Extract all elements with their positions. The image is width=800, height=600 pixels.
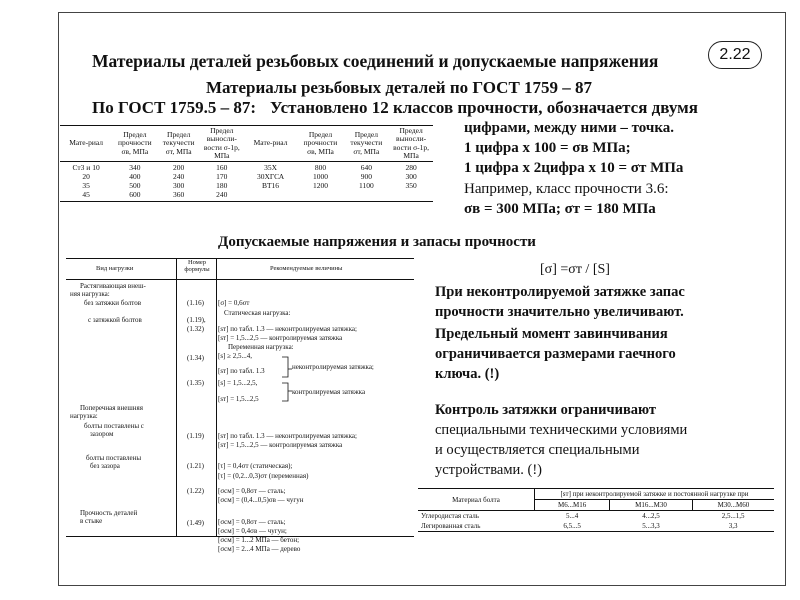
table-cell xyxy=(244,191,298,202)
load-text: нагрузка: xyxy=(70,412,98,420)
header-formula-number: Номер формулы xyxy=(184,259,210,274)
header-bolt-material: Материал болта xyxy=(418,489,535,511)
table-cell xyxy=(297,191,343,202)
load-text: в стыке xyxy=(80,517,103,525)
column-divider xyxy=(176,258,177,536)
recommended-value: [sт] = 1,5...2,5 xyxy=(218,395,259,403)
table-cell: 900 xyxy=(360,171,372,181)
table-cell: 350 xyxy=(405,180,417,190)
table-cell xyxy=(389,191,433,202)
table-cell: 3,3 xyxy=(692,521,774,532)
subtitle-gost-1759: Материалы резьбовых деталей по ГОСТ 1759 – 87 xyxy=(206,78,593,97)
materials-table-header xyxy=(60,126,433,162)
recommended-value: неконтролируемая затяжка; xyxy=(292,363,374,371)
note-line: и осуществляется специальными xyxy=(435,442,640,458)
recommended-value: [s] = 1,5...2,5, xyxy=(218,379,258,387)
table-cell: 240 xyxy=(200,191,244,202)
load-text: болты поставлены xyxy=(86,454,142,462)
table-cell: 500 xyxy=(129,180,141,190)
recommended-value: Переменная нагрузка: xyxy=(228,343,294,351)
section-allowable-stresses: Допускаемые напряжения и запасы прочности xyxy=(218,234,536,250)
table-header-row xyxy=(418,489,774,500)
tightening-control-note xyxy=(435,400,687,480)
torque-limit-note xyxy=(435,324,676,384)
table-cell: 360 xyxy=(157,191,199,202)
table-cell: 340 xyxy=(129,163,141,172)
slide-title: Материалы деталей резьбовых соединений и допускаемые напряжения xyxy=(92,51,659,71)
subtitle-gost-1759-5: По ГОСТ 1759.5 – 87: xyxy=(92,98,257,117)
formula-number: (1.19) xyxy=(187,432,204,440)
note-line: специальными техническими условиями xyxy=(435,422,688,438)
header-safety-factor-group: [sт] при неконтролируемой затяжке и постоянной нагрузке при xyxy=(535,489,775,500)
table-cell: Углеродистая сталь xyxy=(421,512,479,521)
table-cell: 300 xyxy=(173,180,185,190)
table-cell: 35 xyxy=(82,180,90,190)
header-size-range: М6...М16 xyxy=(535,500,610,511)
stress-table-header xyxy=(66,258,414,280)
example-class-text: Например, класс прочности 3.6: xyxy=(464,181,669,197)
table-cell: 280 xyxy=(405,163,417,172)
table-row xyxy=(60,182,433,191)
note-line: устройствами. (!) xyxy=(435,462,542,478)
table-row xyxy=(418,521,774,532)
recommended-value: контролируемая затяжка xyxy=(292,388,366,396)
formula-number: (1.34) xyxy=(187,354,204,362)
load-text: Растягивающая внеш- xyxy=(80,282,146,290)
table-cell: 5...3,3 xyxy=(610,521,693,532)
recommended-value: [σсм] = (0,4...0,5)σв — чугун xyxy=(218,496,304,504)
header-cell: Предел прочности σв, МПа xyxy=(112,126,157,162)
header-size-range: М16...М30 xyxy=(610,500,693,511)
table-row xyxy=(60,191,433,202)
table-cell: 600 xyxy=(112,191,157,202)
load-text: Поперечная внешняя xyxy=(80,404,143,412)
table-cell: ВТ16 xyxy=(262,180,280,190)
note-line: ключа. (!) xyxy=(435,366,500,382)
header-cell: Мате-риал xyxy=(60,126,112,162)
table-row xyxy=(60,173,433,182)
allowable-stress-formula: [σ] =σт / [S] xyxy=(540,262,610,277)
second-digit-rule: 1 цифра х 2цифра х 10 = σт МПа xyxy=(464,160,684,176)
table-cell: 400 xyxy=(129,171,141,181)
table-cell: 20 xyxy=(82,171,90,181)
table-cell: 170 xyxy=(216,171,228,181)
note-line: Предельный момент завинчивания xyxy=(435,326,668,342)
load-text: без зазора xyxy=(90,462,120,470)
table-cell: 1100 xyxy=(358,180,374,190)
strength-classes-line2: цифрами, между ними – точка. xyxy=(464,120,675,136)
table-cell: 160 xyxy=(216,163,228,172)
bolt-safety-factor-table xyxy=(418,488,774,532)
formula-number: (1.32) xyxy=(187,325,204,333)
table-cell: 35Х xyxy=(264,163,278,172)
recommended-value: [σ] = 0,6σт xyxy=(218,299,250,307)
header-cell: Предел выносли-вости σ-1р, МПа xyxy=(389,126,433,162)
formula-number: (1.16) xyxy=(187,299,204,307)
recommended-value: [σсм] = 0,4σв — чугун; xyxy=(218,527,287,535)
header-cell: Предел текучести σт, МПа xyxy=(343,126,389,162)
recommended-value: [sт] по табл. 1.3 — неконтролируемая затяжка; xyxy=(218,325,357,333)
table-cell: 4...2,5 xyxy=(642,512,660,521)
header-cell: Предел прочности σв, МПа xyxy=(297,126,343,162)
table-cell: 5...4 xyxy=(565,512,579,521)
recommended-value: [sт] = 1,5...2,5 — контролируемая затяжка xyxy=(218,334,343,342)
header-recommended-values: Рекомендуемые величины xyxy=(270,265,343,272)
table-cell: 300 xyxy=(405,171,417,181)
recommended-value: [σсм] = 0,8σт — сталь; xyxy=(218,487,286,495)
recommended-value: [τ] = (0,2...0,3)σт (переменная) xyxy=(218,472,309,480)
example-values-text: σв = 300 МПа; σт = 180 МПа xyxy=(464,201,656,217)
table-cell: 2,5...1,5 xyxy=(721,512,745,521)
note-line: ограничивается размерами гаечного xyxy=(435,346,676,362)
note-line: Контроль затяжки ограничивают xyxy=(435,402,657,418)
formula-number: (1.19), xyxy=(187,316,206,324)
table-row xyxy=(418,511,774,522)
first-digit-rule: 1 цифра х 100 = σв МПа; xyxy=(464,140,631,156)
table-cell: 1000 xyxy=(312,171,328,181)
load-text: Прочность деталей xyxy=(80,509,138,517)
table-cell: 45 xyxy=(60,191,112,202)
note-line: прочности значительно увеличивают. xyxy=(435,304,684,320)
recommended-value: [τ] = 0,4σт (статическая); xyxy=(218,462,293,470)
header-cell: Мате-риал xyxy=(244,126,298,162)
table-cell: 800 xyxy=(314,163,327,172)
formula-number: (1.49) xyxy=(187,519,204,527)
formula-number: (1.22) xyxy=(187,487,204,495)
header-cell: Предел выносли-вости σ-1р, МПа xyxy=(200,126,244,162)
table-cell: 1200 xyxy=(312,180,328,190)
load-text: болты поставлены с xyxy=(84,422,144,430)
recommended-value: [sт] по табл. 1.3 — неконтролируемая затяжка; xyxy=(218,432,357,440)
table-cell: 6,5...5 xyxy=(535,521,610,532)
load-text: няя нагрузка: xyxy=(70,290,110,298)
note-line: При неконтролируемой затяжке запас xyxy=(435,284,685,300)
recommended-value: [sт] = 1,5...2,5 — контролируемая затяжка xyxy=(218,441,343,449)
table-cell xyxy=(343,191,389,202)
table-row xyxy=(60,162,433,173)
recommended-value: [σсм] = 0,8σт — сталь; xyxy=(218,518,286,526)
table-cell: 30ХГСА xyxy=(256,171,285,181)
table-cell: Легированная сталь xyxy=(418,521,535,532)
table-cell: 240 xyxy=(173,171,185,181)
strength-classes-text: Установлено 12 классов прочности, обозначается двумя xyxy=(270,98,698,117)
header-cell: Предел текучести σт, МПа xyxy=(157,126,199,162)
recommended-value: [s] ≥ 2,5...4, xyxy=(218,352,252,360)
formula-number: (1.21) xyxy=(187,462,204,470)
uncontrolled-tightening-note xyxy=(435,282,685,322)
formula-number: (1.35) xyxy=(187,379,204,387)
recommended-value: Статическая нагрузка: xyxy=(224,309,291,317)
load-text: зазором xyxy=(90,430,114,438)
table-cell: 200 xyxy=(173,163,185,172)
recommended-value: [σсм] = 1...2 МПа — бетон; xyxy=(218,536,300,544)
table-cell: 180 xyxy=(216,180,228,190)
brace-bracket-icon xyxy=(280,355,294,405)
load-text: с затяжкой болтов xyxy=(88,316,142,324)
load-text: без затяжки болтов xyxy=(84,299,142,307)
header-load-type: Вид нагрузки xyxy=(96,265,134,272)
recommended-value: [sт] по табл. 1.3 xyxy=(218,367,265,375)
materials-table xyxy=(60,125,433,202)
slide-number-badge: 2.22 xyxy=(708,41,762,69)
column-divider xyxy=(216,258,217,536)
table-cell: 640 xyxy=(360,163,372,172)
header-size-range: М30...М60 xyxy=(692,500,774,511)
recommended-value: [σсм] = 2...4 МПа — дерево xyxy=(218,545,301,553)
table-cell: Ст3 и 10 xyxy=(72,163,100,172)
